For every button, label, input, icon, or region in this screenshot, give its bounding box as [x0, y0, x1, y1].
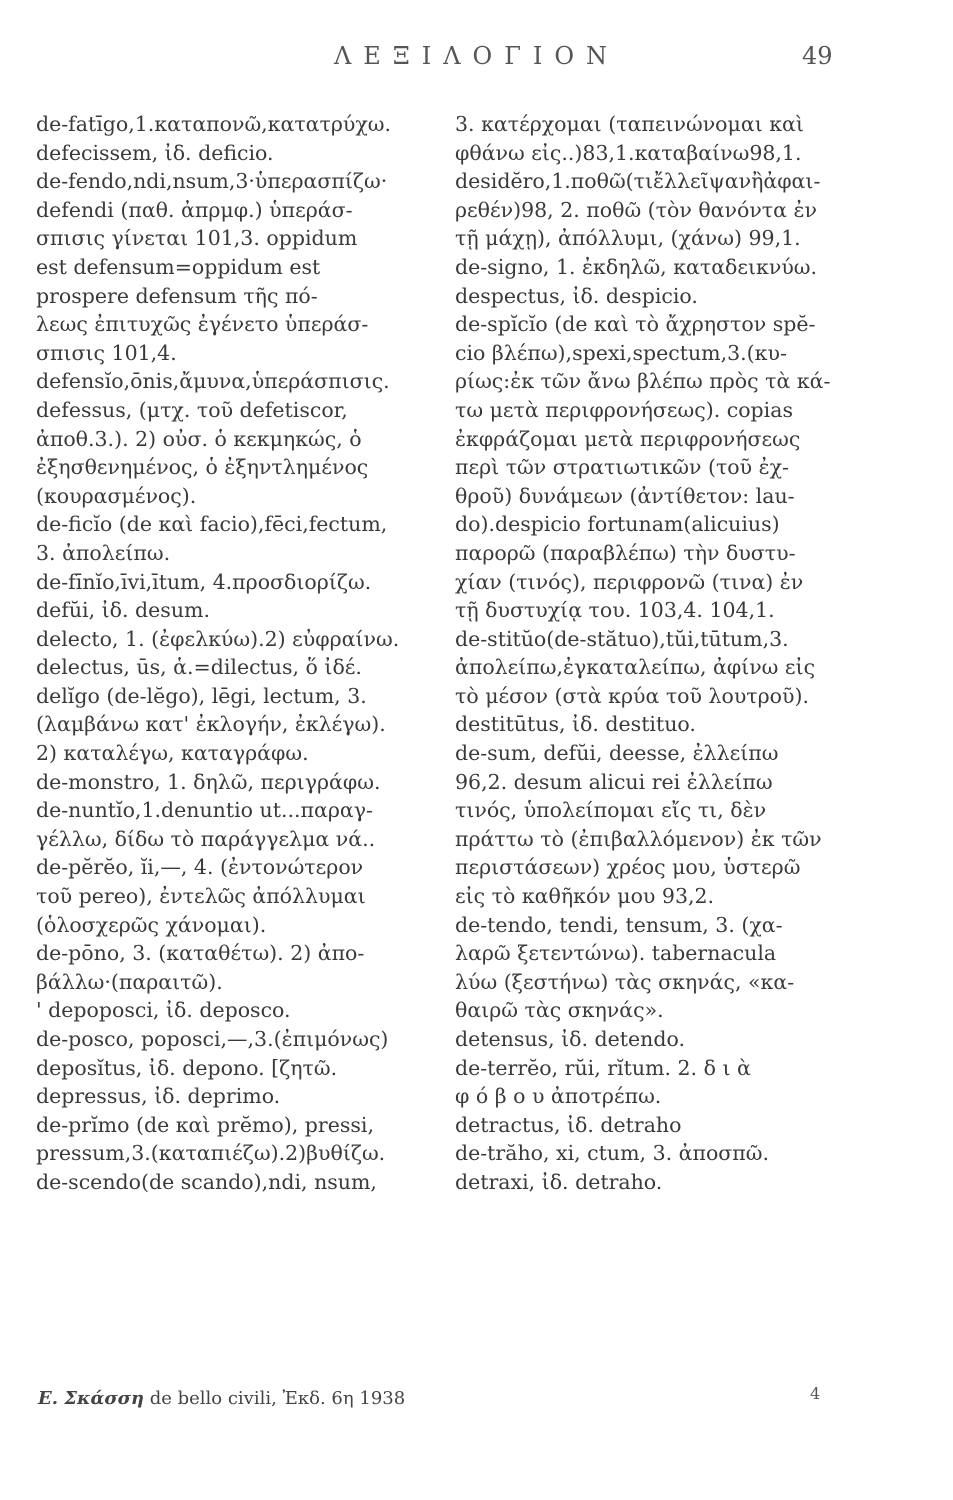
dictionary-line: de-monstro, 1. δηλῶ, περιγράφω.	[36, 769, 381, 794]
dictionary-line: de-fendo,ndi,nsum,3·ὑπερασπίζω·	[36, 169, 388, 194]
dictionary-line: θροῦ) δυνάμεων (ἀντίθετον: lau-	[455, 483, 795, 508]
dictionary-line: σπισις γίνεται 101,3. oppidum	[36, 226, 358, 251]
dictionary-line: de-fatīgo,1.καταπονῶ,κατατρύχω.	[36, 112, 392, 136]
dictionary-line: de-posco, poposci,—,3.(ἐπιμόνως)	[36, 1027, 389, 1051]
dictionary-line: τοῦ pereo), ἐντελῶς ἀπόλλυμαι	[36, 884, 366, 909]
printer-signature-mark: 4	[810, 1384, 821, 1403]
dictionary-line: desidĕro,1.ποθῶ(τιἔλλεῖψανἢἀφαι-	[455, 169, 821, 194]
dictionary-line: γέλλω, δίδω τὸ παράγγελμα νά..	[36, 826, 376, 851]
dictionary-line: de-pĕrĕo, ĭi,—, 4. (ἐντονώτερον	[36, 855, 364, 880]
dictionary-line: de-trăho, xi, ctum, 3. ἀποσπῶ.	[455, 1141, 769, 1166]
dictionary-line: φ ό β ο υ ἀποτρέπω.	[455, 1084, 662, 1109]
dictionary-line: de-pōno, 3. (καταθέτω). 2) ἀπο-	[36, 941, 365, 966]
dictionary-line: detensus, ἰδ. detendo.	[455, 1027, 685, 1051]
dictionary-line: est defensum=oppidum est	[36, 254, 321, 279]
dictionary-line: τινός, ὑπολείπομαι εἴς τι, δὲν	[455, 798, 767, 823]
dictionary-line: de-terrĕo, rŭi, rĭtum. 2. δ ι ὰ	[455, 1055, 751, 1080]
dictionary-line: (κουρασμένος).	[36, 483, 197, 508]
dictionary-line: λαρῶ ξετεντώνω). tabernacula	[455, 941, 777, 966]
dictionary-line: de-nuntĭo,1.denuntio ut...παραγ-	[36, 798, 373, 823]
dictionary-line: λύω (ξεστήνω) τὰς σκηνάς, «κα-	[455, 969, 795, 994]
dictionary-line: de-tendo, tendi, tensum, 3. (χα-	[455, 912, 783, 937]
dictionary-line: depressus, ἰδ. deprimo.	[36, 1084, 281, 1109]
dictionary-line: βάλλω·(παραιτῶ).	[36, 969, 223, 994]
dictionary-line: παρορῶ (παραβλέπω) τὴν δυστυ-	[455, 540, 796, 565]
dictionary-line: defendi (παθ. ἀπρμφ.) ὑπεράσ-	[36, 197, 353, 222]
dictionary-line: 2) καταλέγω, καταγράφω.	[36, 741, 309, 766]
page-title: ΛΕΞΙΛΟΓΙΟΝ	[333, 42, 620, 70]
dictionary-line: de-signo, 1. ἐκδηλῶ, καταδεικνύω.	[455, 254, 818, 279]
dictionary-line: φθάνω εἰς..)83,1.καταβαίνω98,1.	[455, 140, 802, 165]
dictionary-line: τὸ μέσον (στὰ κρύα τοῦ λουτροῦ).	[455, 683, 810, 708]
dictionary-line: περὶ τῶν στρατιωτικῶν (τοῦ ἐχ-	[455, 455, 789, 480]
dictionary-line: delĭgo (de-lĕgo), lēgi, lectum, 3.	[36, 683, 367, 708]
dictionary-line: prospere defensum τῆς πό-	[36, 283, 318, 308]
dictionary-line: λεως ἐπιτυχῶς ἐγένετο ὑπεράσ-	[36, 312, 369, 337]
dictionary-line: (ὁλοσχερῶς χάνομαι).	[36, 912, 267, 937]
dictionary-line: defensĭo,ōnis,ἄμυνα,ὑπεράσπισις.	[36, 369, 390, 394]
dictionary-line: defŭi, ἰδ. desum.	[36, 598, 210, 623]
dictionary-line: χίαν (τινός), περιφρονῶ (τινα) ἐν	[455, 569, 804, 594]
dictionary-line: 3. ἀπολείπω.	[36, 540, 171, 565]
dictionary-line: σπισις 101,4.	[36, 340, 177, 365]
dictionary-line: 96,2. desum alicui rei ἐλλείπω	[455, 769, 773, 794]
dictionary-line: detractus, ἰδ. detraho	[455, 1112, 682, 1137]
dictionary-line: do).despicio fortunam(alicuius)	[455, 512, 780, 537]
dictionary-line: defessus, (μτχ. τοῦ defetiscor,	[36, 397, 348, 422]
dictionary-line: delecto, 1. (ἐφελκύω).2) εὐφραίνω.	[36, 626, 400, 651]
dictionary-line: πράττω τὸ (ἐπιβαλλόμενον) ἐκ τῶν	[455, 826, 822, 851]
dictionary-line: cio βλέπω),spexi,spectum,3.(κυ-	[455, 340, 787, 365]
dictionary-line: delectus, ūs, ἁ.=dilectus, ὅ ἰδέ.	[36, 655, 362, 680]
page-number: 49	[802, 42, 833, 70]
dictionary-line: despectus, ἰδ. despicio.	[455, 283, 698, 308]
dictionary-line: ἐκφράζομαι μετὰ περιφρονήσεως	[455, 426, 801, 451]
footer	[38, 1388, 405, 1409]
dictionary-line: de-scendo(de scando),ndi, nsum,	[36, 1169, 377, 1194]
dictionary-line: de-sum, defŭi, deesse, ἐλλείπω	[455, 741, 779, 766]
dictionary-line: pressum,3.(καταπιέζω).2)βυθίζω.	[36, 1141, 386, 1166]
footer-text: de bello civili, Ἐκδ. 6η 1938	[149, 1388, 406, 1409]
dictionary-line: defecissem, ἰδ. deficio.	[36, 140, 274, 165]
dictionary-line: τῇ δυστυχίᾳ του. 103,4. 104,1.	[455, 598, 775, 623]
dictionary-line: ἀπολείπω,ἐγκαταλείπω, ἀφίνω εἰς	[455, 655, 816, 680]
dictionary-line: de-stitŭo(de-stătuo),tŭi,tūtum,3.	[455, 626, 789, 651]
dictionary-line: (λαμβάνω κατ' ἐκλογήν, ἐκλέγω).	[36, 712, 386, 737]
dictionary-line: deposĭtus, ἰδ. depono. [ζητῶ.	[36, 1055, 338, 1080]
dictionary-line: destitūtus, ἰδ. destituo.	[455, 712, 696, 737]
dictionary-line: θαιρῶ τὰς σκηνάς».	[455, 998, 664, 1023]
dictionary-line: περιστάσεων) χρέος μου, ὑστερῶ	[455, 855, 801, 880]
dictionary-line: de-ficĭo (de καὶ facio),fēci,fectum,	[36, 512, 388, 537]
dictionary-line: τω μετὰ περιφρονήσεως). copias	[455, 397, 793, 422]
dictionary-line: ἐξησθενημένος, ὁ ἐξηντλημένος	[36, 455, 369, 480]
dictionary-line: τῇ μάχῃ), ἀπόλλυμι, (χάνω) 99,1.	[455, 226, 801, 251]
dictionary-line: detraxi, ἰδ. detraho.	[455, 1169, 663, 1194]
dictionary-line: εἰς τὸ καθῆκόν μου 93,2.	[455, 884, 715, 909]
dictionary-line: 3. κατέρχομαι (ταπεινώνομαι καὶ	[455, 112, 804, 136]
dictionary-line: ρίως:ἐκ τῶν ἄνω βλέπω πρὸς τὰ κά-	[455, 369, 831, 394]
footer-author: Ε. Σκάσση	[38, 1388, 144, 1409]
dictionary-line: ' depoposci, ἰδ. deposco.	[36, 998, 291, 1023]
dictionary-line: ἀποθ.3.). 2) οὐσ. ὁ κεκμηκώς, ὁ	[36, 426, 362, 451]
dictionary-line: de-fīnĭo,īvi,ītum, 4.προσδιορίζω.	[36, 569, 372, 594]
left-column	[36, 110, 446, 1197]
dictionary-line: de-spĭcĭo (de καὶ τὸ ἄχρηστον spĕ-	[455, 312, 816, 337]
right-column	[455, 110, 925, 1197]
dictionary-line: de-prĭmo (de καὶ prĕmo), pressi,	[36, 1112, 374, 1137]
dictionary-line: ρεθέν)98, 2. ποθῶ (τὸν θανόντα ἐν	[455, 197, 817, 222]
